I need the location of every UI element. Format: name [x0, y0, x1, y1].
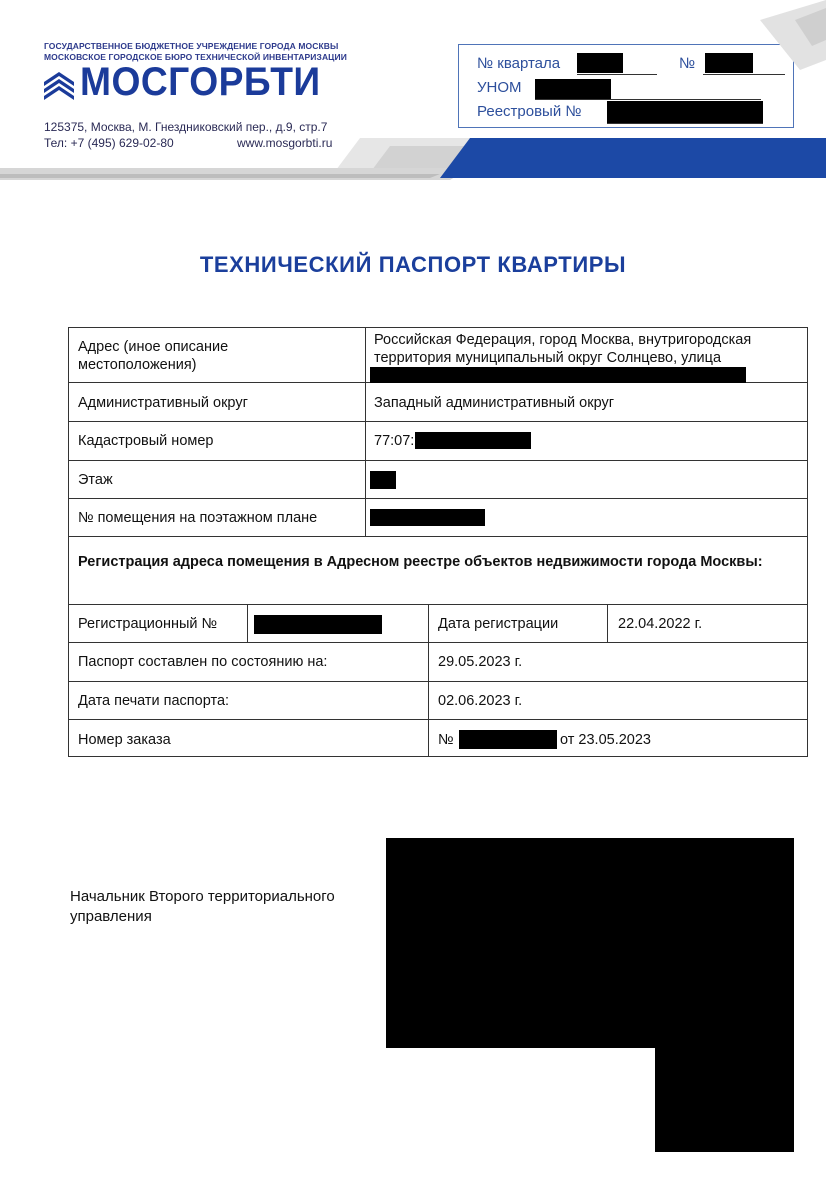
cadastral-prefix: 77:07: — [374, 433, 415, 449]
column-divider — [428, 604, 429, 757]
reg-date-label: Дата регистрации — [438, 616, 559, 632]
column-divider — [607, 604, 608, 642]
registry-number-label: Реестровый № — [477, 103, 582, 120]
district-label: Административный округ — [78, 395, 248, 411]
address-redaction — [370, 367, 746, 383]
cadastral-redaction — [415, 432, 531, 449]
column-divider — [365, 328, 366, 536]
document-title: ТЕХНИЧЕСКИЙ ПАСПОРТ КВАРТИРЫ — [199, 252, 627, 277]
print-date-value: 02.06.2023 г. — [438, 693, 523, 709]
unom-label: УНОМ — [477, 79, 522, 96]
org-name-line-1: ГОСУДАРСТВЕННОЕ БЮДЖЕТНОЕ УЧРЕЖДЕНИЕ ГОРОДА МОСКВЫ — [44, 41, 339, 51]
floor-label: Этаж — [78, 472, 113, 488]
row-divider — [69, 642, 807, 643]
passport-state-value: 29.05.2023 г. — [438, 654, 523, 670]
header-stripes — [0, 0, 826, 190]
floor-redaction — [370, 471, 396, 489]
room-redaction — [370, 509, 485, 526]
row-divider — [69, 498, 807, 499]
signatory-position: Начальник Второго территориального управления — [70, 888, 335, 925]
signature-redaction — [386, 838, 794, 1048]
order-label: Номер заказа — [78, 732, 171, 748]
address-label: Адрес (иное описание местоположения) — [78, 339, 229, 373]
row-divider — [69, 421, 807, 422]
org-address: 125375, Москва, М. Гнездниковский пер., д.9, стр.7 — [44, 120, 328, 134]
logo-text: МОСГОРБТИ — [80, 60, 321, 104]
reg-number-label: Регистрационный № — [78, 616, 218, 632]
row-divider — [69, 604, 807, 605]
row-divider — [69, 681, 807, 682]
passport-state-label: Паспорт составлен по состоянию на: — [78, 654, 328, 670]
row-divider — [69, 460, 807, 461]
passport-table — [68, 327, 808, 757]
order-date: от 23.05.2023 — [560, 732, 651, 748]
print-date-label: Дата печати паспорта: — [78, 693, 230, 709]
column-divider — [247, 604, 248, 642]
row-divider — [69, 536, 807, 537]
org-phone: Тел: +7 (495) 629-02-80 — [44, 136, 174, 150]
address-value: Российская Федерация, город Москва, внутригородская территория муниципальный округ Солнцево, улица — [374, 332, 752, 366]
cadastral-label: Кадастровый номер — [78, 433, 214, 449]
org-website: www.mosgorbti.ru — [237, 136, 333, 150]
row-divider — [69, 719, 807, 720]
reg-number-redaction — [254, 615, 382, 634]
stamp-redaction — [655, 1046, 794, 1152]
room-label: № помещения на поэтажном плане — [78, 510, 318, 526]
reg-date-value: 22.04.2022 г. — [618, 616, 703, 632]
order-prefix: № — [438, 732, 454, 748]
district-value: Западный административный округ — [374, 395, 615, 411]
org-name-line-2: МОСКОВСКОЕ ГОРОДСКОЕ БЮРО ТЕХНИЧЕСКОЙ ИНВЕНТАРИЗАЦИИ — [44, 52, 347, 62]
number-label: № — [679, 55, 696, 72]
order-number-redaction — [459, 730, 557, 749]
registration-heading: Регистрация адреса помещения в Адресном реестре объектов недвижимости города Москвы: — [78, 554, 763, 570]
quarter-label: № квартала — [477, 55, 561, 72]
